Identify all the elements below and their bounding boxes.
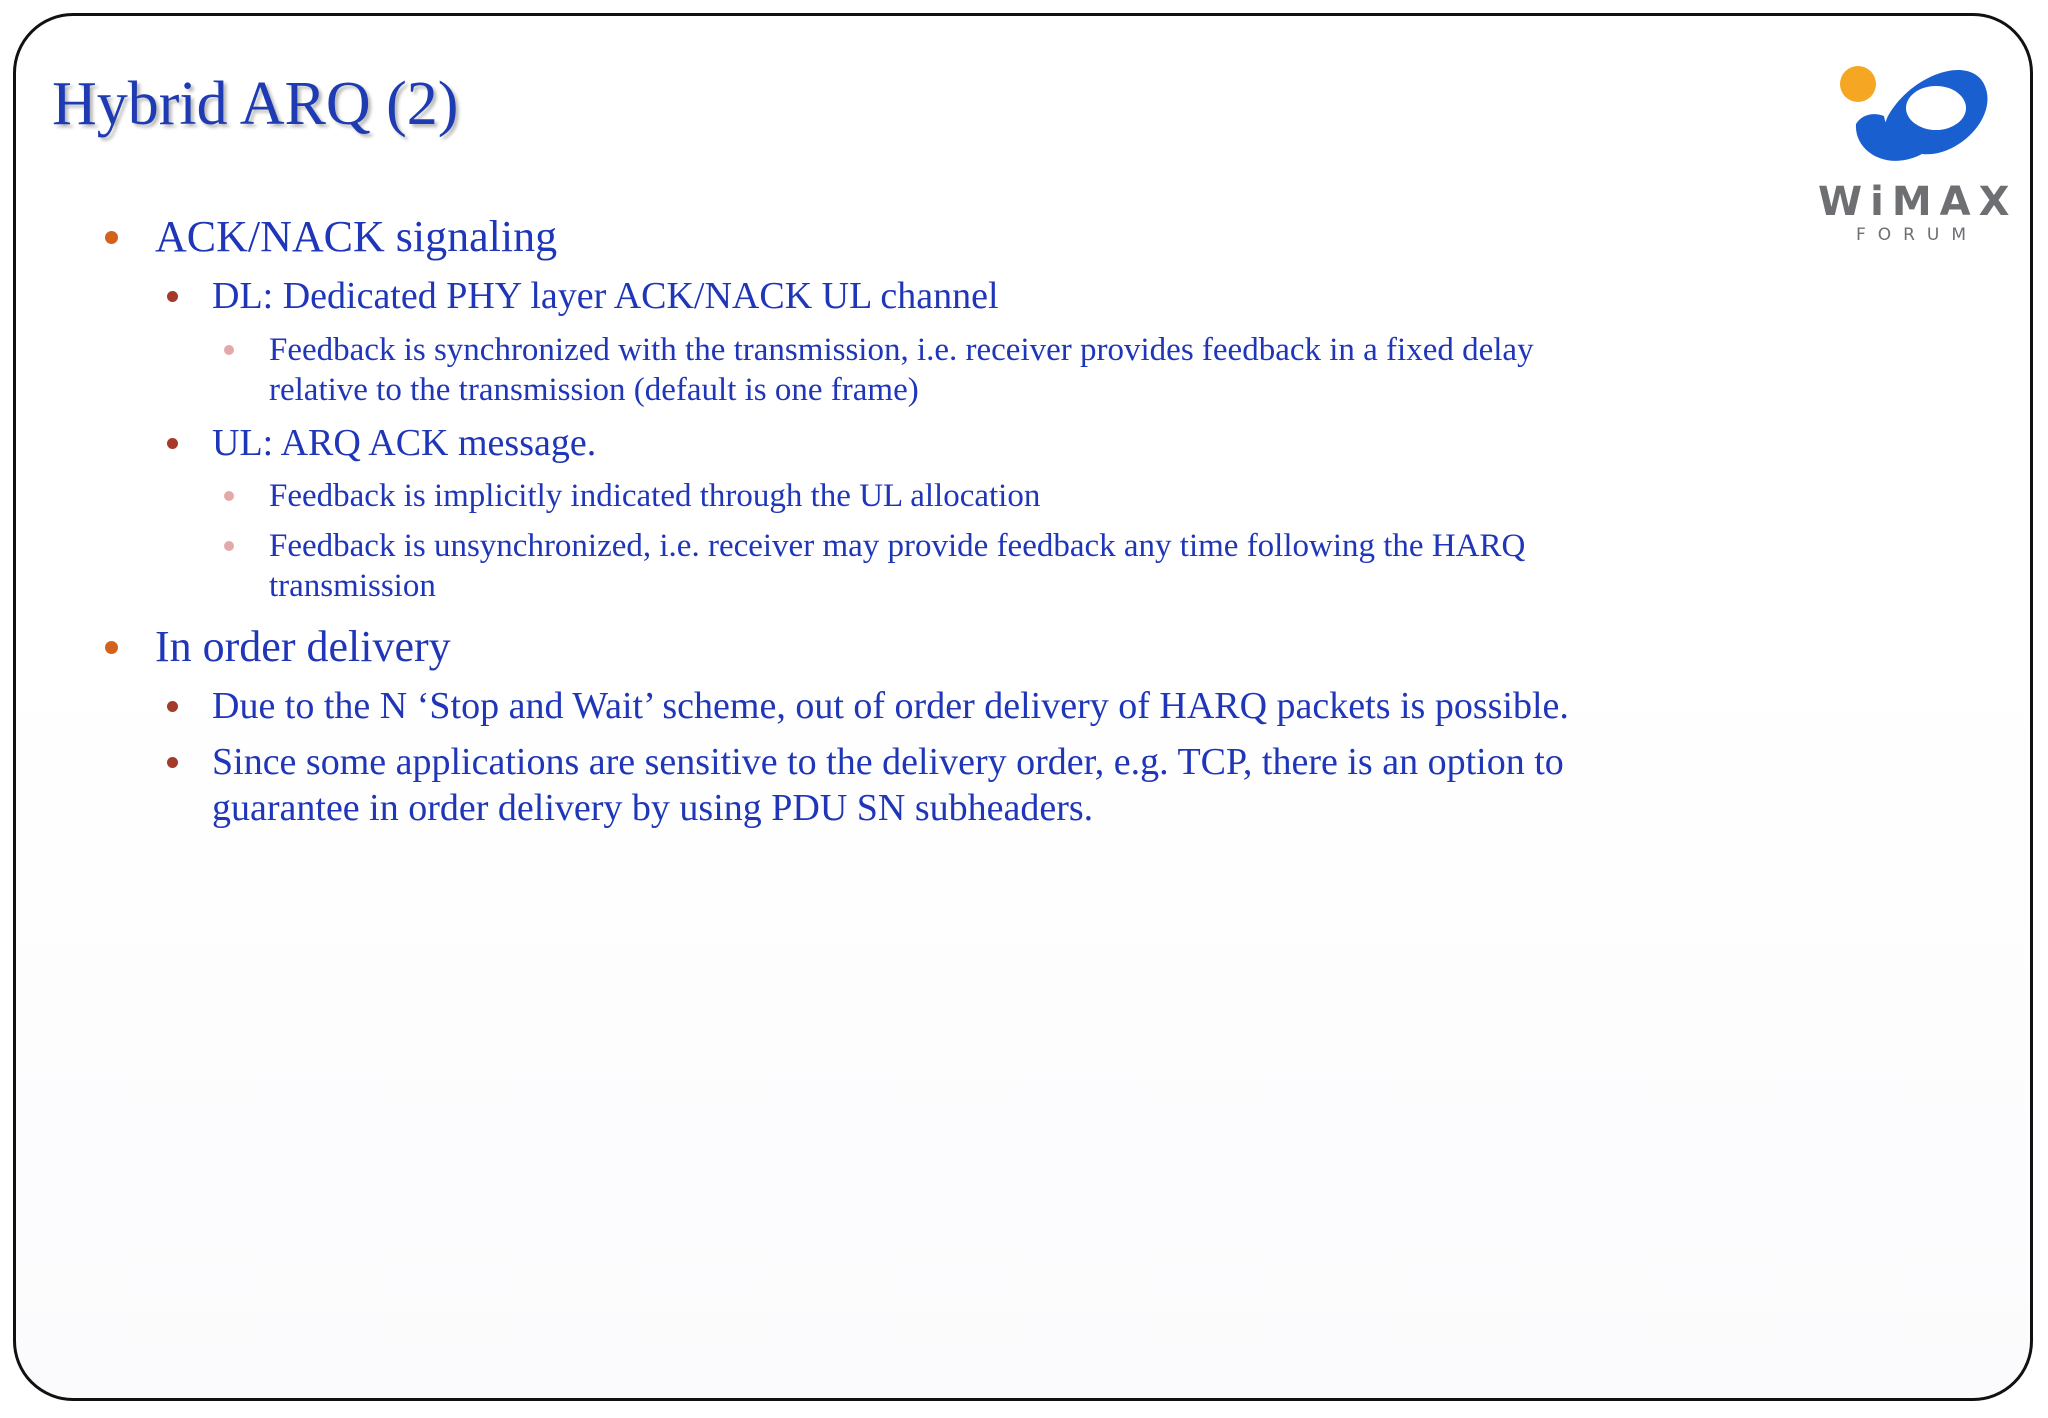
bullet-level3 bbox=[269, 526, 1525, 606]
bullet-level2 bbox=[212, 420, 596, 466]
list-item-line: Feedback is synchronized with the transmission, i.e. receiver provides feedback in a fixed delay bbox=[269, 332, 1534, 368]
wimax-forum-logo bbox=[1818, 54, 2018, 254]
bullet-level2 bbox=[212, 273, 999, 319]
slide-title: Hybrid ARQ (2) bbox=[52, 70, 459, 138]
section-heading: ACK/NACK signaling bbox=[155, 212, 558, 261]
logo-wordmark: WiMAX bbox=[1818, 179, 2018, 225]
bullet-level2 bbox=[212, 739, 1564, 831]
bullet-level3 bbox=[269, 476, 1040, 516]
list-item-line: relative to the transmission (default is one frame) bbox=[269, 372, 919, 408]
bullet-level3 bbox=[269, 330, 1534, 410]
bullet-dot bbox=[224, 491, 234, 501]
bullet-level1 bbox=[155, 210, 557, 264]
bullet-dot bbox=[224, 345, 234, 355]
bullet-dot bbox=[167, 757, 178, 768]
list-item-line: Due to the N ‘Stop and Wait’ scheme, out of order delivery of HARQ packets is possible. bbox=[212, 685, 1569, 727]
bullet-dot bbox=[224, 541, 234, 551]
list-item-line: guarantee in order delivery by using PDU SN subheaders. bbox=[212, 787, 1094, 829]
list-item-line: Since some applications are sensitive to the delivery order, e.g. TCP, there is an option to bbox=[212, 741, 1564, 783]
bullet-dot bbox=[167, 701, 178, 712]
list-item-line: Feedback is implicitly indicated through the UL allocation bbox=[269, 478, 1041, 514]
list-item-line: transmission bbox=[269, 568, 436, 604]
section-heading: In order delivery bbox=[155, 622, 451, 671]
list-item: DL: Dedicated PHY layer ACK/NACK UL channel bbox=[212, 275, 999, 317]
wimax-logo-icon bbox=[1818, 54, 2004, 184]
list-item-line: Feedback is unsynchronized, i.e. receiver may provide feedback any time following the HARQ bbox=[269, 528, 1526, 564]
bullet-dot bbox=[105, 641, 118, 654]
bullet-dot bbox=[167, 438, 178, 449]
bullet-dot bbox=[105, 231, 118, 244]
logo-subtitle: FORUM bbox=[1855, 225, 1979, 245]
bullet-level1 bbox=[155, 620, 451, 674]
bullet-level2 bbox=[212, 683, 1569, 729]
list-item: UL: ARQ ACK message. bbox=[212, 422, 597, 464]
bullet-dot bbox=[167, 291, 178, 302]
